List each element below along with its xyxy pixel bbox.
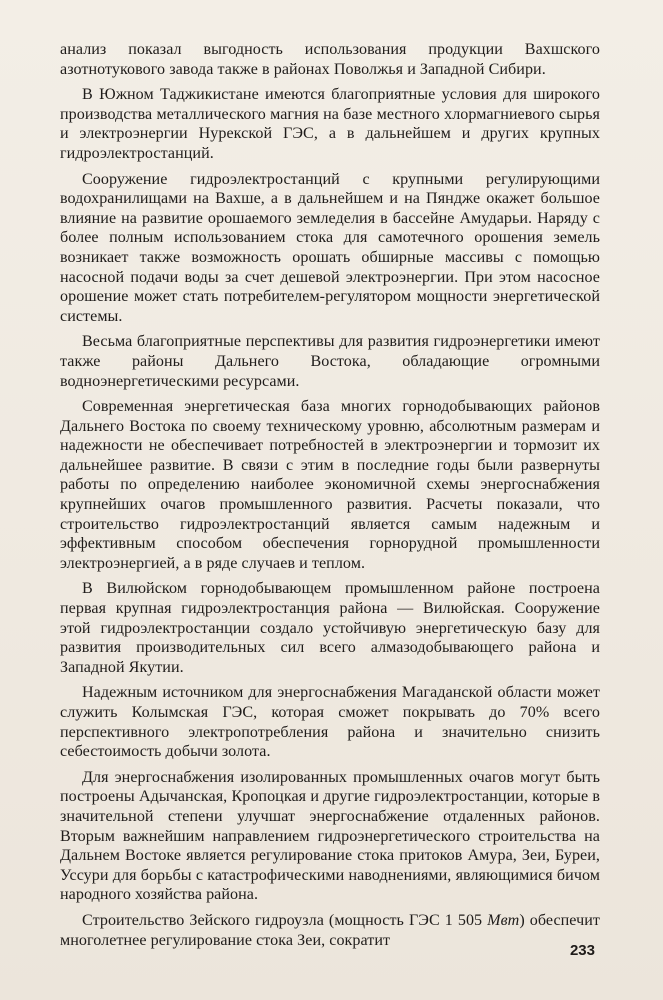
paragraph-vakhsh-fertilizer: анализ показал выгодность использования продукции Вахшского азотнотукового завода также в районах Поволжья и Западной Сибири. xyxy=(60,41,600,78)
zeya-text-start: Строительство Зейского гидроузла (мощность ГЭС 1 505 xyxy=(82,911,488,929)
paragraph-kolyma: Надежным источником для энергоснабжения Магаданской области может служить Колымская ГЭС, которая сможет покрывать до 70% всего перспективного электропотребления района и значительно снизить себестоимость добычи золота. xyxy=(60,684,600,761)
paragraph-far-east-prospects: Весьма благоприятные перспективы для развития гидроэнергетики имеют также районы Дальнего Востока, обладающие огромными водноэнергетическими ресурсами. xyxy=(60,333,600,390)
power-unit: Мвт xyxy=(487,911,520,929)
page-number: 233 xyxy=(569,942,595,959)
paragraph-isolated-centers: Для энергоснабжения изолированных промышленных очагов могут быть построены Адычанская, Кропоцкая и другие гидроэлектростанции, которые в значительной степени улучшат энергоснабжение отдаленных районов. Вторым важнейшим направлением гидроэнергетического строительства на Дальнем Востоке является регулирование стока притоков Амура, Зеи, Буреи, Уссури для борьбы с катастрофическими наводнениями, являющимися бичом народного хозяйства района. xyxy=(60,768,600,904)
paragraph-tajik-magnesium: В Южном Таджикистане имеются благоприятные условия для широкого производства металлического магния на базе местного хлормагниевого сырья и электроэнергии Нурекской ГЭС, а в дальнейшем и других крупных гидроэлектростанций. xyxy=(60,86,600,162)
paragraph-mining-energy: Современная энергетическая база многих горнодобывающих районов Дальнего Востока по своему техническому уровню, абсолютным размерам и надежности не обеспечивает потребностей в электроэнергии и тормозит их дальнейшее развитие. В связи с этим в последние годы были развернуты работы по определению наиболее экономичной схемы энергоснабжения крупнейших очагов промышленного развития. Расчеты показали, что строительство гидроэлектростанций является самым надежным и эффективным способом обеспечения горнорудной промышленности электроэнергией, а в ряде случаев и теплом. xyxy=(60,398,600,572)
paragraph-vakhsh-irrigation: Сооружение гидроэлектростанций с крупными регулирующими водохранилищами на Вахше, а в дальнейшем и на Пяндже окажет большое влияние на развитие орошаемого земледелия в бассейне Амударьи. Наряду с более полным использованием стока для самотечного орошения земель возникает также возможность орошать обширные массивы с помощью насосной подачи воды за счет дешевой электроэнергии. При этом насосное орошение может стать потребителем-регулятором мощности энергетической системы. xyxy=(60,170,600,325)
body-text xyxy=(60,40,600,950)
paragraph-zeya xyxy=(60,911,600,950)
paragraph-vilyuy: В Вилюйском горнодобывающем промышленном районе построена первая крупная гидроэлектростанция района — Вилюйская. Сооружение этой гидроэлектростанции создало устойчивую энергетическую базу для развития производительных сил всего алмазодобывающего района и Западной Якутии. xyxy=(60,580,600,676)
zeya-text-end: ) обеспечит многолетнее регулирование стока Зеи, сократит xyxy=(60,911,600,949)
